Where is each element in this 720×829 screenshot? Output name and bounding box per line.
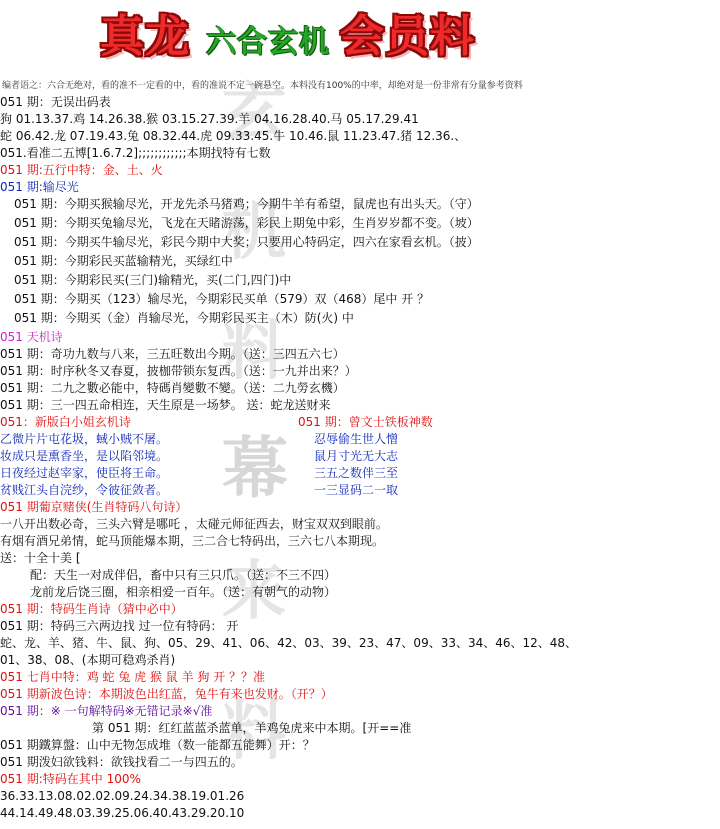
line-25: 忍辱偷生世人憎: [314, 432, 399, 446]
line-24: 051 期：曾文士铁板神数: [298, 415, 433, 429]
line-37: 蛇、龙、羊、猪、牛、鼠、狗、05、29、41、06、42、03、39、23、47、09、33、34、46、12、48、: [0, 636, 578, 650]
line-34: 龙前龙后饶三圈，相亲相爱一百年。（送：有朝气的动物）: [30, 585, 337, 599]
line-28: 一三显码二一取: [314, 483, 399, 497]
line-47: 44.14.49.48.03.39.25.06.40.43.29.20.10: [0, 806, 245, 820]
line-42: 第 051 期：红红蓝蓝杀蓝单，羊鸡兔虎来中本期。[开==准: [92, 721, 412, 735]
line-20: 乙微片片屯花圾，蜮小贼不屠。: [0, 432, 169, 446]
line-44: 051 期泼妇欲钱料：欲钱找看二一与四五的。: [0, 755, 243, 769]
line-46: 36.33.13.08.02.02.09.24.34.38.19.01.26: [0, 789, 245, 803]
watermark-char: 机: [222, 194, 286, 269]
watermark-char: 来: [222, 554, 286, 629]
line-07: 051 期：今期买猴输尽光，开龙先杀马猪鸡；今期牛羊有希望，鼠虎也有出头天。（守）: [14, 197, 479, 211]
line-06: 051 期:输尽光: [0, 180, 79, 194]
line-21: 妆成只是熏香坐，是以陷邻境。: [0, 449, 169, 463]
line-45: 051 期:特码在其中 100%: [0, 772, 141, 786]
line-39: 051 七肖中特：鸡 蛇 兔 虎 猴 鼠 羊 狗 开 ？？准: [0, 670, 266, 684]
line-13: 051 期：今期买（金）肖输尽光，今期彩民买主（木）防(火) 中: [14, 311, 354, 325]
line-22: 日夜经过赵宰家，使臣将王命。: [0, 466, 169, 480]
line-23: 贫贱江头自浣纱，令彼征敛者。: [0, 483, 169, 497]
watermark-char: 玄: [222, 76, 286, 151]
line-12: 051 期：今期买（123）输尽光，今期彩民买单（579）双（468）尾中 开 ？: [14, 292, 430, 306]
line-35: 051 期：特码生肖诗（猜中必中）: [0, 602, 183, 616]
line-41: 051 期：※ 一句解特码※无错记录※√准: [0, 704, 213, 718]
line-38: 01、38、08、(本期可稳鸡杀肖): [0, 653, 176, 667]
line-17: 051 期：二九之數必能中，特碼肖變數不變。（送：二九勞玄機）: [0, 381, 345, 395]
line-18: 051 期：三一四五命相连，天生原是一场梦。 送：蛇龙送财来: [0, 398, 331, 412]
line-02: 狗 01.13.37.鸡 14.26.38.猴 03.15.27.39.羊 04.16.28.40.马 05.17.29.41: [0, 112, 419, 126]
line-05: 051 期:五行中特：金、土、火: [0, 163, 163, 177]
line-30: 一八开出数必奇，三头六臂是哪吒 ，太碰元师征西去，财宝双双到眼前。: [0, 517, 388, 531]
watermark-char: 料: [222, 314, 286, 389]
line-08: 051 期：今期买兔输尽光，飞龙在天睹游荡，彩民上期兔中彩，生肖岁岁都不变。（坡）: [14, 216, 479, 230]
line-03: 蛇 06.42.龙 07.19.43.兔 08.32.44.虎 09.33.45.牛 10.46.鼠 11.23.47.猪 12.36.、: [0, 129, 467, 143]
line-40: 051 期新波色诗：本期波色出红蓝，兔牛有来也发财。（开？）: [0, 687, 333, 701]
line-27: 三五之数伴三至: [314, 466, 399, 480]
line-36: 051 期：特码三六两边找 过一位有特码： 开: [0, 619, 239, 633]
watermark-char: 幕: [222, 429, 288, 507]
line-04: 051.看准二五博[1.6.7.2];;;;;;;;;;;;本期找特有七数: [0, 146, 271, 160]
banner-title-left: 真龙: [100, 11, 190, 62]
line-11: 051 期：今期彩民买(三门)输精光，买(二门,四门)中: [14, 273, 292, 287]
banner-title-mid: 六合玄机: [206, 25, 330, 60]
line-10: 051 期：今期彩民买蓝输精光，买绿红中: [14, 254, 233, 268]
line-43: 051 期鐵算盤：山中无物怎成堆（数一能都五能舞）开：？: [0, 738, 315, 752]
line-31: 有烟有酒兄弟情，蛇马顶能爆本期，三二合七特码出，三六七八本期现。: [0, 534, 385, 548]
line-01: 051 期：无误出码表: [0, 95, 111, 109]
line-15: 051 期：奇功九数与八来，三五旺数出今期。（送：三四五六七）: [0, 347, 345, 361]
banner-title-right: 会员料: [340, 11, 475, 62]
line-32: 送：十全十美 [: [0, 551, 81, 565]
line-19: 051：新版白小姐玄机诗: [0, 415, 131, 429]
line-33: 配：天生一对成伴侣，畜中只有三只爪。（送：不三不四）: [30, 568, 337, 582]
disclaimer: 编者语之：六合无绝对，看的准不一定看的中，看的准说不定一碗悬空。本料没有100%的中率，却绝对是一份非常有分量参考资料: [2, 81, 523, 91]
banner: [0, 0, 720, 78]
line-14: 051 天机诗: [0, 330, 63, 344]
line-09: 051 期：今期买牛输尽光，彩民今期中大奖；只要用心特码定，四六在家看玄机。（披）: [14, 235, 479, 249]
watermark-char: 料: [222, 694, 286, 769]
line-29: 051 期葡京赌侠(生肖特码八句诗）: [0, 500, 188, 514]
line-16: 051 期：时序秋冬又春夏，披枷带锁东复西。（送：一九并出来？）: [0, 364, 357, 378]
line-26: 鼠月寸光无大志: [314, 449, 399, 463]
